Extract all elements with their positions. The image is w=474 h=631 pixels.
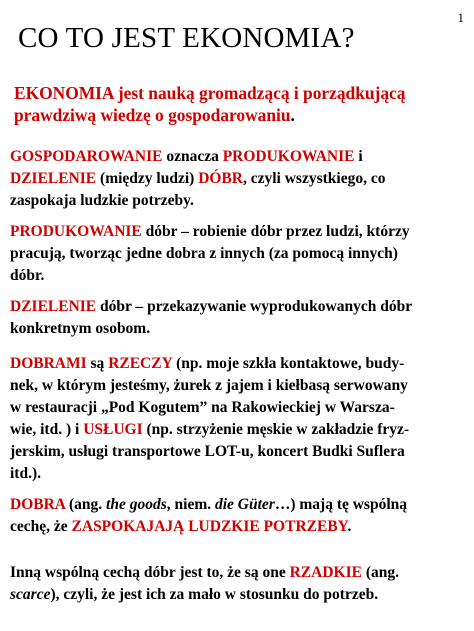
term-produkowanie: PRODUKOWANIE (10, 223, 142, 240)
text: (np. moje szkła kontaktowe, budy- (172, 355, 405, 372)
text: dóbr. (10, 267, 45, 284)
text: Inną wspólną cechą dóbr jest to, że są one (10, 564, 290, 581)
produkowanie-paragraph (10, 221, 466, 287)
text: pracują, tworząc jedne dobra z innych (za pomocą innych) (10, 245, 398, 262)
term-dobra: DOBRA (10, 496, 66, 513)
term-rzadkie: RZADKIE (289, 564, 362, 581)
page-title: CO TO JEST EKONOMIA? (18, 22, 355, 54)
term-dobr: DÓBR (198, 170, 243, 187)
text: . (347, 518, 352, 535)
text: i (354, 148, 363, 165)
text: nek, w którym jesteśmy, żurek z jajem i kiełbasą serwowany (10, 377, 408, 394)
text: dóbr – robienie dóbr przez ludzi, którzy (141, 223, 410, 240)
text: …) mają tę wspólną (274, 496, 408, 513)
term-zaspokajaja: ZASPOKAJAJĄ LUDZKIE POTRZEBY (71, 518, 348, 535)
text: w restauracji „Pod Kogutem” na Rakowieckiej w Warsza- (10, 399, 395, 416)
text: itd.). (10, 465, 41, 482)
definition-line-2: prawdziwą wiedzę o gospodarowaniu (14, 105, 291, 126)
text: wie, itd. ) i (10, 421, 84, 438)
text: oznacza (162, 148, 223, 165)
text: , niem. (166, 496, 215, 513)
definition-line-1: EKONOMIA jest nauką gromadzącą i porządkującą (14, 83, 406, 103)
text: jerskim, usługi transportowe LOT-u, koncert Budki Suflera (10, 443, 405, 460)
text: (między ludzi) (96, 170, 199, 187)
text: (ang. (361, 564, 399, 581)
term-dobrami: DOBRAMI (10, 355, 87, 372)
term-gospodarowanie: GOSPODAROWANIE (10, 148, 163, 165)
term-dzielenie: DZIELENIE (10, 170, 97, 187)
term-dzielenie: DZIELENIE (10, 298, 97, 315)
dobrami-paragraph (10, 353, 466, 485)
rzadkie-paragraph (10, 562, 466, 606)
dzielenie-paragraph (10, 296, 466, 340)
definition-paragraph (14, 82, 466, 127)
term-rzeczy: RZECZY (108, 355, 173, 372)
definition-period: . (290, 105, 295, 126)
text-italic: the goods (106, 496, 167, 513)
text: dóbr – przekazywanie wyprodukowanych dóbr (96, 298, 413, 315)
gospodarowanie-paragraph (10, 146, 466, 212)
text: cechę, że (10, 518, 72, 535)
term-uslugi: USŁUGI (83, 421, 143, 438)
text: ), czyli, że jest ich za mało w stosunku do potrzeb. (50, 586, 379, 603)
text: konkretnym osobom. (10, 320, 151, 337)
text: , czyli wszystkiego, co (242, 170, 386, 187)
text-italic: die Güter (214, 496, 275, 513)
text: są (86, 355, 109, 372)
text-italic: scarce (10, 586, 51, 603)
dobra-paragraph (10, 494, 466, 538)
text: zaspokaja ludzkie potrzeby. (10, 192, 194, 209)
page-number: 1 (457, 10, 464, 25)
text: (ang. (65, 496, 107, 513)
term-produkowanie: PRODUKOWANIE (222, 148, 355, 165)
text: (np. strzyżenie męskie w zakładzie fryz- (142, 421, 410, 438)
